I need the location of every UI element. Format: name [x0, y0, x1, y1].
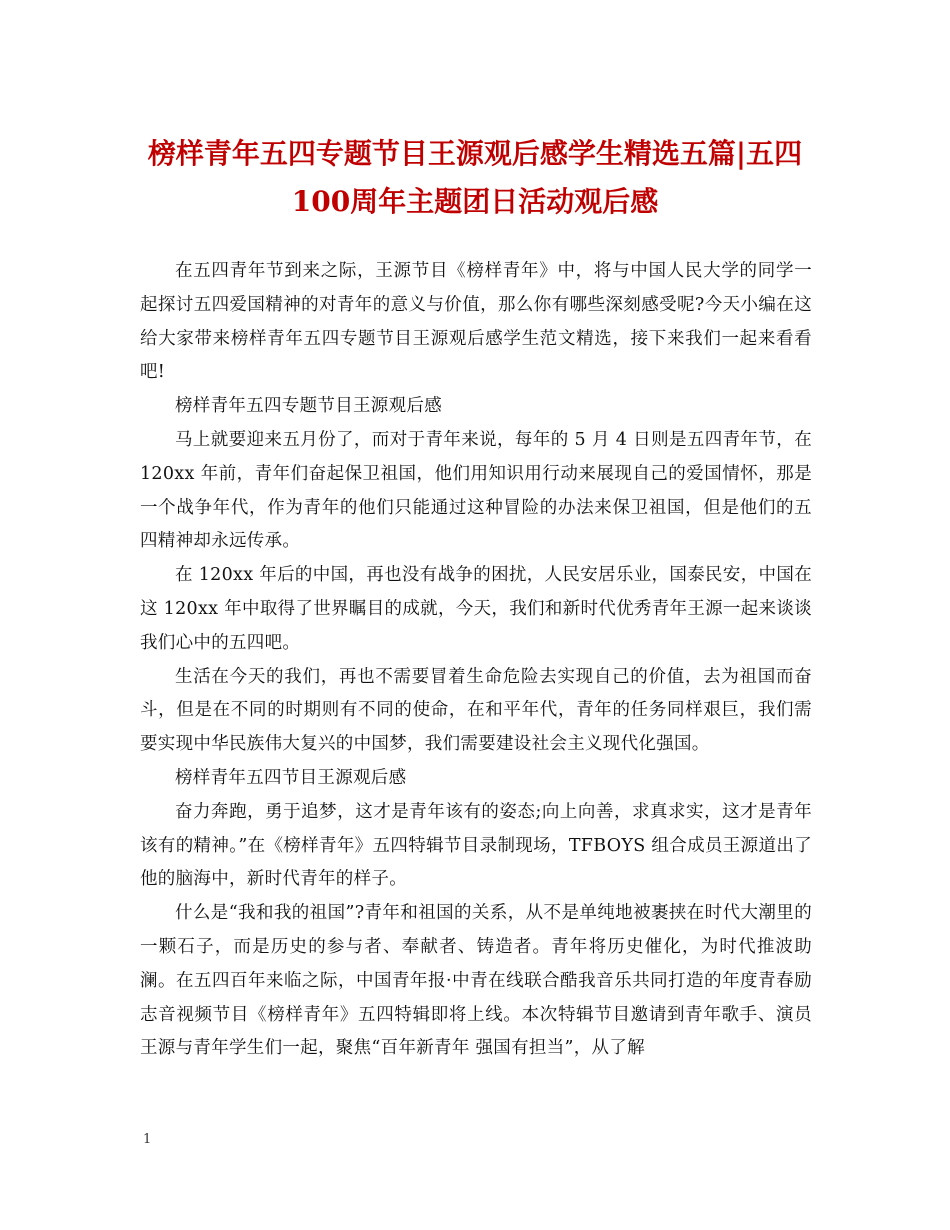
page-number: 1 [143, 1132, 152, 1147]
document-title: 榜样青年五四专题节目王源观后感学生精选五篇|五四100周年主题团日活动观后感 [147, 137, 803, 218]
section-heading: 榜样青年五四节目王源观后感 [175, 767, 407, 788]
body-paragraph: 马上就要迎来五月份了，而对于青年来说，每年的 5 月 4 日则是五四青年节，在 120xx 年前，青年们奋起保卫祖国，他们用知识用行动来展现自己的爱国情怀，那是一个战争年代，作为青年的他们只能通过这种冒险的办法来保卫祖国，但是他们的五四精神却永远传承。 [140, 429, 812, 552]
body-paragraph: 在 120xx 年后的中国，再也没有战争的困扰，人民安居乐业，国泰民安，中国在这 120xx 年中取得了世界瞩目的成就，今天，我们和新时代优秀青年王源一起来谈谈我们心中的五四吧。 [140, 565, 812, 653]
body-paragraph: 奋力奔跑，勇于追梦，这才是青年该有的姿态;向上向善，求真求实，这才是青年该有的精神。”在《榜样青年》五四特辑节目录制现场，TFBOYS 组合成员王源道出了他的脑海中，新时代青年的样子。 [140, 801, 812, 890]
body-paragraph: 什么是“我和我的祖国”?青年和祖国的关系，从不是单纯地被裹挟在时代大潮里的一颗石子，而是历史的参与者、奉献者、铸造者。青年将历史催化，为时代推波助澜。在五四百年来临之际，中国青年报·中青在线联合酷我音乐共同打造的年度青春励志音视频节目《榜样青年》五四特辑即将上线。本次特辑节目邀请到青年歌手、演员王源与青年学生们一起，聚焦“百年新青年 强国有担当”，从了解 [140, 903, 812, 1059]
intro-paragraph: 在五四青年节到来之际，王源节目《榜样青年》中，将与中国人民大学的同学一起探讨五四爱国精神的对青年的意义与价值，那么你有哪些深刻感受呢?今天小编在这给大家带来榜样青年五四专题节目王源观后感学生范文精选，接下来我们一起来看看吧! [140, 261, 812, 383]
document-body [140, 255, 812, 1066]
section-heading: 榜样青年五四专题节目王源观后感 [175, 396, 442, 417]
body-paragraph: 生活在今天的我们，再也不需要冒着生命危险去实现自己的价值，去为祖国而奋斗，但是在不同的时期则有不同的使命，在和平年代，青年的任务同样艰巨，我们需要实现中华民族伟大复兴的中国梦，我们需要建设社会主义现代化强国。 [140, 666, 812, 755]
